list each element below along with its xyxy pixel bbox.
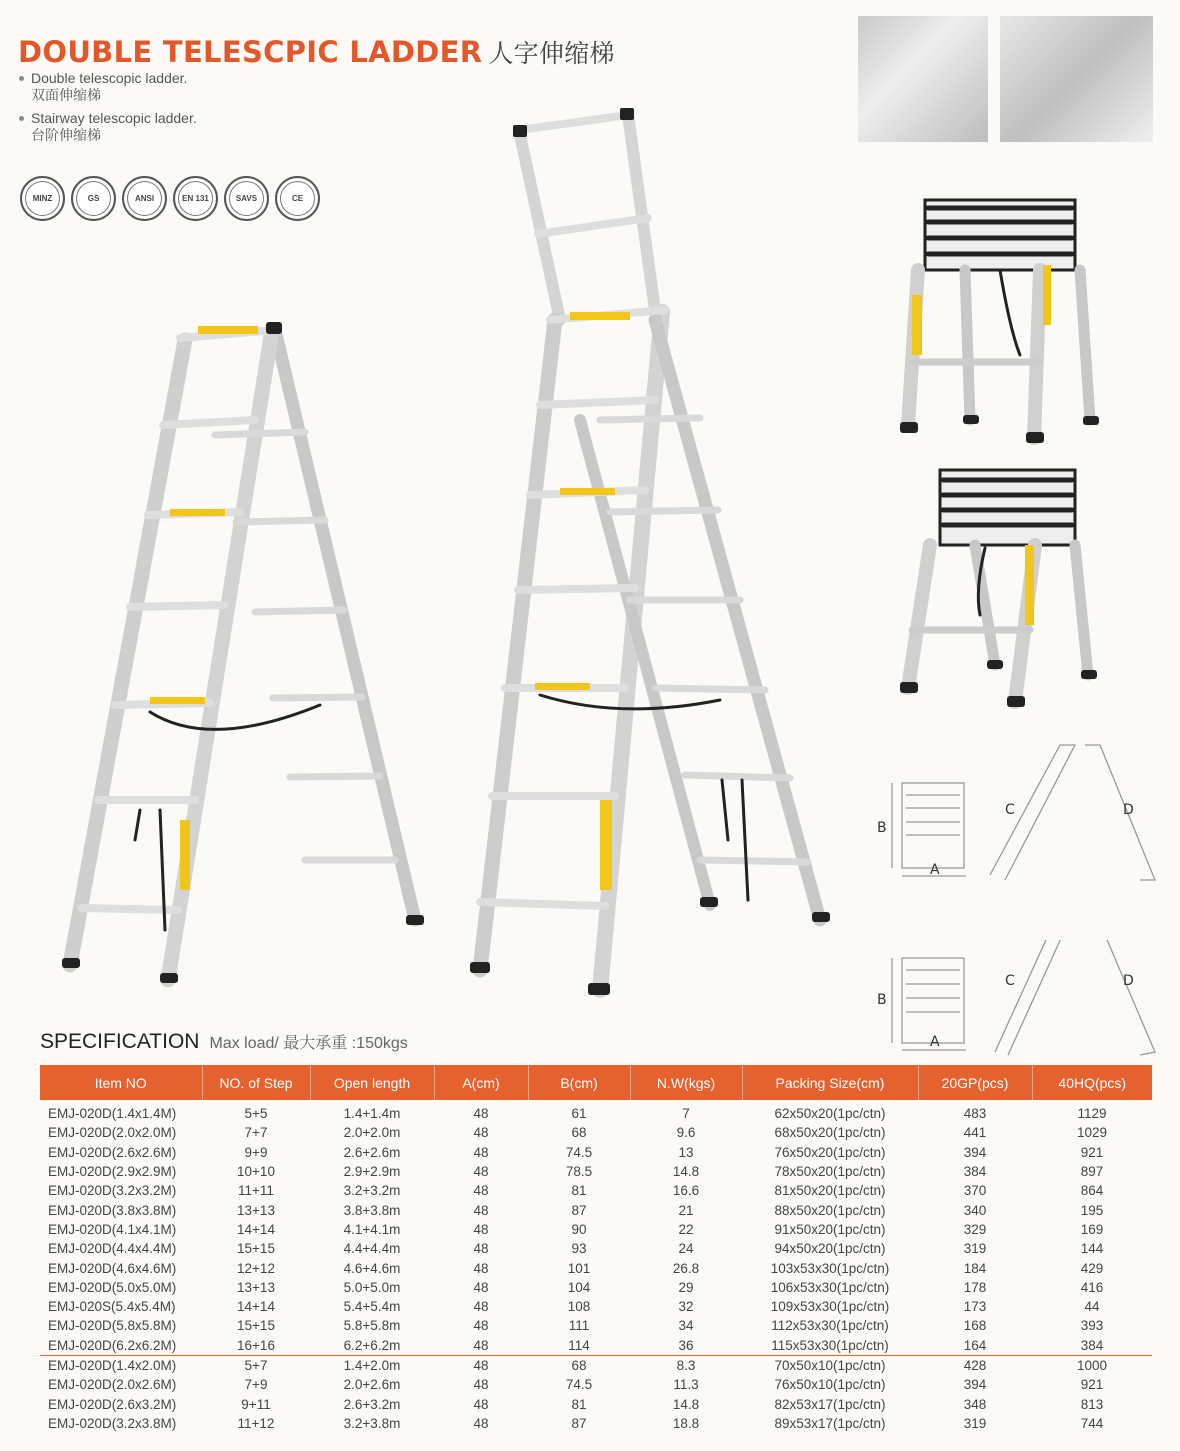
dimension-diagram-front-1 — [892, 783, 966, 876]
table-cell: 48 — [473, 1415, 489, 1431]
table-cell: 13+13 — [237, 1279, 275, 1295]
folded-double-ladder-image — [900, 200, 1099, 443]
table-cell: 370 — [963, 1183, 987, 1199]
col-header: 40HQ(pcs) — [1032, 1065, 1152, 1100]
table-row — [40, 1100, 1152, 1123]
table-cell: 11+12 — [237, 1415, 275, 1431]
table-cell: 111 — [568, 1318, 590, 1334]
table-cell: 1.4+2.0m — [310, 1355, 434, 1375]
table-cell: 48 — [473, 1279, 489, 1295]
table-cell: 5.0+5.0m — [343, 1279, 401, 1295]
table-row — [40, 1336, 1152, 1356]
table-cell: 68x50x20(1pc/ctn) — [774, 1125, 886, 1141]
table-cell: 168 — [963, 1318, 987, 1334]
table-cell: 2.9+2.9m — [343, 1164, 401, 1180]
table-cell: 48 — [473, 1183, 489, 1199]
table-cell: 81x50x20(1pc/ctn) — [774, 1183, 886, 1199]
table-cell: 5.4+5.4m — [343, 1299, 401, 1315]
table-cell: 103x53x30(1pc/ctn) — [770, 1260, 890, 1276]
spec-title: SPECIFICATION — [40, 1030, 200, 1053]
dim-label-d: D — [1123, 802, 1134, 818]
table-row — [40, 1181, 1152, 1200]
table-cell: 48 — [473, 1202, 489, 1218]
table-cell: 112x53x30(1pc/ctn) — [771, 1318, 889, 1334]
folded-stairway-ladder-image — [900, 470, 1097, 707]
table-cell: 921 — [1080, 1144, 1104, 1160]
table-cell: 81 — [571, 1396, 587, 1412]
table-cell: 1000 — [1032, 1355, 1152, 1375]
table-cell: 78x50x20(1pc/ctn) — [774, 1164, 886, 1180]
table-cell: EMJ-020S(5.4x5.4M) — [48, 1299, 176, 1315]
table-cell: EMJ-020D(5.0x5.0M) — [48, 1279, 177, 1295]
table-cell: 9.6 — [676, 1125, 696, 1141]
table-cell: 329 — [963, 1221, 987, 1237]
table-cell: 9+11 — [241, 1396, 271, 1412]
minz-badge-icon: MINZ — [20, 176, 65, 221]
dim-label-c: C — [1005, 973, 1015, 989]
title-cn: 人字伸缩梯 — [488, 39, 615, 68]
dimension-diagram-front-2 — [892, 958, 966, 1050]
table-row — [40, 1143, 1152, 1162]
table-cell: 94x50x20(1pc/ctn) — [774, 1241, 886, 1257]
table-cell: 108 — [567, 1299, 591, 1315]
double-ladder-image — [62, 322, 424, 983]
table-cell: 14+14 — [237, 1299, 275, 1315]
table-cell: 48 — [473, 1396, 489, 1412]
spec-heading — [40, 1030, 408, 1054]
table-cell: 44 — [1084, 1299, 1100, 1315]
table-cell: 164 — [963, 1337, 987, 1353]
table-cell: 89x53x17(1pc/ctn) — [774, 1415, 886, 1431]
table-cell: 384 — [1080, 1337, 1104, 1353]
table-cell: EMJ-020D(2.9x2.9M) — [48, 1164, 177, 1180]
table-cell: 4.4+4.4m — [343, 1241, 401, 1257]
table-cell: 101 — [567, 1260, 591, 1276]
table-cell: EMJ-020D(3.2x3.8M) — [48, 1415, 177, 1431]
table-header-row — [40, 1065, 1152, 1100]
table-cell: 34 — [678, 1318, 694, 1334]
dim-label-b: B — [877, 992, 887, 1008]
table-cell: EMJ-020D(2.0x2.0M) — [48, 1125, 177, 1141]
table-cell: 11.3 — [673, 1377, 699, 1393]
table-cell: 3.8+3.8m — [343, 1202, 401, 1218]
table-cell: 441 — [963, 1125, 987, 1141]
table-cell: 11+11 — [238, 1183, 274, 1199]
table-cell: 384 — [963, 1164, 987, 1180]
table-cell: 429 — [1080, 1260, 1104, 1276]
table-cell: EMJ-020D(1.4x1.4M) — [48, 1106, 177, 1122]
table-cell: 115x53x30(1pc/ctn) — [771, 1337, 889, 1353]
table-cell: 48 — [473, 1221, 489, 1237]
table-cell: 32 — [678, 1299, 694, 1315]
table-cell: 416 — [1080, 1279, 1104, 1295]
table-cell: 61 — [571, 1106, 587, 1122]
table-cell: 106x53x30(1pc/ctn) — [770, 1279, 890, 1295]
table-cell: 22 — [678, 1221, 694, 1237]
table-row — [40, 1355, 1152, 1375]
table-cell: 48 — [473, 1164, 489, 1180]
table-cell: 48 — [473, 1125, 489, 1141]
table-cell: 813 — [1080, 1396, 1104, 1412]
table-cell: 5+7 — [202, 1355, 310, 1375]
max-load-note: Max load/ 最大承重 :150kgs — [209, 1035, 408, 1052]
table-cell: 48 — [473, 1106, 489, 1122]
table-cell: 2.0+2.6m — [343, 1377, 401, 1393]
table-cell: EMJ-020D(2.0x2.6M) — [48, 1377, 177, 1393]
table-cell: 68 — [571, 1125, 587, 1141]
table-cell: 319 — [963, 1241, 987, 1257]
table-cell: 13 — [678, 1144, 694, 1160]
col-header: Packing Size(cm) — [742, 1065, 918, 1100]
table-cell: 74.5 — [565, 1377, 593, 1393]
table-cell: 1.4+1.4m — [343, 1106, 401, 1122]
table-cell: 9+9 — [244, 1144, 268, 1160]
table-cell: 18.8 — [672, 1415, 700, 1431]
table-cell: 26.8 — [672, 1260, 700, 1276]
table-row — [40, 1278, 1152, 1297]
table-cell: EMJ-020D(1.4x2.0M) — [40, 1355, 202, 1375]
table-cell: 340 — [963, 1202, 987, 1218]
table-cell: 48 — [473, 1337, 489, 1353]
table-cell: 4.6+4.6m — [343, 1260, 401, 1276]
col-header: NO. of Step — [202, 1065, 310, 1100]
table-cell: 48 — [473, 1144, 489, 1160]
table-cell: 13+13 — [237, 1202, 275, 1218]
table-cell: 6.2+6.2m — [343, 1337, 401, 1353]
table-cell: 29 — [678, 1279, 694, 1295]
table-cell: 2.6+3.2m — [343, 1396, 401, 1412]
table-cell: 14.8 — [672, 1164, 700, 1180]
table-cell: 48 — [473, 1318, 489, 1334]
table-cell: 2.6+2.6m — [343, 1144, 401, 1160]
table-cell: 10+10 — [237, 1164, 275, 1180]
table-cell: 114 — [568, 1337, 590, 1353]
table-cell: EMJ-020D(4.1x4.1M) — [48, 1221, 177, 1237]
table-cell: EMJ-020D(4.6x4.6M) — [48, 1260, 177, 1276]
dimension-diagram-side-2 — [995, 940, 1155, 1055]
table-cell: 78.5 — [565, 1164, 593, 1180]
table-cell: EMJ-020D(2.6x2.6M) — [48, 1144, 177, 1160]
table-cell: 70x50x10(1pc/ctn) — [742, 1355, 918, 1375]
table-cell: 21 — [678, 1202, 694, 1218]
table-cell: 348 — [963, 1396, 987, 1412]
dim-label-c: C — [1005, 802, 1015, 818]
table-cell: 12+12 — [237, 1260, 275, 1276]
table-cell: 195 — [1080, 1202, 1104, 1218]
dim-label-b: B — [877, 820, 887, 836]
table-row — [40, 1394, 1152, 1413]
savs-badge-icon: SAVS — [224, 176, 269, 221]
table-cell: EMJ-020D(2.6x3.2M) — [48, 1396, 177, 1412]
table-cell: 1129 — [1077, 1106, 1107, 1122]
table-cell: EMJ-020D(3.8x3.8M) — [48, 1202, 177, 1218]
table-cell: 36 — [678, 1337, 694, 1353]
feature-cn: 双面伸缩梯 — [31, 87, 101, 103]
table-cell: 14.8 — [672, 1396, 700, 1412]
table-cell: 16.6 — [672, 1183, 700, 1199]
table-cell: 8.3 — [630, 1355, 742, 1375]
table-cell: 68 — [528, 1355, 630, 1375]
table-cell: 15+15 — [237, 1318, 275, 1334]
table-cell: 62x50x20(1pc/ctn) — [774, 1106, 886, 1122]
ansi-badge-icon: ANSI — [122, 176, 167, 221]
table-cell: 14+14 — [237, 1221, 275, 1237]
table-cell: 1029 — [1076, 1125, 1108, 1141]
table-row — [40, 1200, 1152, 1219]
table-cell: 173 — [963, 1299, 987, 1315]
table-cell: 15+15 — [237, 1241, 275, 1257]
table-cell: 144 — [1080, 1241, 1104, 1257]
table-cell: 24 — [678, 1241, 694, 1257]
col-header: A(cm) — [434, 1065, 528, 1100]
table-cell: EMJ-020D(4.4x4.4M) — [48, 1241, 177, 1257]
table-cell: EMJ-020D(6.2x6.2M) — [48, 1337, 177, 1353]
table-cell: 178 — [963, 1279, 987, 1295]
table-cell: 48 — [473, 1377, 489, 1393]
stairway-ladder-image — [470, 108, 830, 995]
en131-badge-icon: EN 131 — [173, 176, 218, 221]
table-row — [40, 1414, 1152, 1433]
dim-label-d: D — [1123, 973, 1134, 989]
table-cell: EMJ-020D(5.8x5.8M) — [48, 1318, 177, 1334]
table-cell: 74.5 — [565, 1144, 593, 1160]
title-en: DOUBLE TELESCPIC LADDER — [18, 35, 483, 69]
table-cell: 319 — [963, 1415, 987, 1431]
table-cell: 744 — [1080, 1415, 1104, 1431]
table-cell: 864 — [1080, 1183, 1104, 1199]
table-cell: 428 — [918, 1355, 1032, 1375]
table-cell: 5+5 — [244, 1106, 268, 1122]
spec-table-body — [40, 1100, 1152, 1433]
table-cell: 48 — [434, 1355, 528, 1375]
table-cell: 48 — [473, 1241, 489, 1257]
table-cell: 7+9 — [244, 1377, 268, 1393]
table-cell: 87 — [571, 1415, 587, 1431]
table-row — [40, 1239, 1152, 1258]
table-cell: 3.2+3.2m — [343, 1183, 401, 1199]
col-header: 20GP(pcs) — [918, 1065, 1032, 1100]
table-cell: 394 — [963, 1144, 987, 1160]
table-cell: 76x50x10(1pc/ctn) — [774, 1377, 886, 1393]
table-cell: EMJ-020D(3.2x3.2M) — [48, 1183, 177, 1199]
gs-badge-icon: GS — [71, 176, 116, 221]
table-cell: 3.2+3.8m — [343, 1415, 401, 1431]
table-cell: 16+16 — [237, 1337, 275, 1353]
table-cell: 4.1+4.1m — [343, 1221, 401, 1237]
table-cell: 76x50x20(1pc/ctn) — [774, 1144, 886, 1160]
table-cell: 90 — [571, 1221, 587, 1237]
table-cell: 394 — [963, 1377, 987, 1393]
spec-table — [40, 1065, 1152, 1433]
feature-en: Stairway telescopic ladder. — [31, 110, 197, 126]
col-header: B(cm) — [528, 1065, 630, 1100]
table-cell: 2.0+2.0m — [343, 1125, 401, 1141]
table-cell: 5.8+5.8m — [343, 1318, 401, 1334]
table-row — [40, 1258, 1152, 1277]
table-cell: 109x53x30(1pc/ctn) — [770, 1299, 890, 1315]
col-header: Open length — [310, 1065, 434, 1100]
table-row — [40, 1220, 1152, 1239]
table-cell: 169 — [1080, 1221, 1104, 1237]
table-cell: 48 — [473, 1260, 489, 1276]
table-cell: 87 — [571, 1202, 587, 1218]
table-row — [40, 1123, 1152, 1142]
table-cell: 93 — [571, 1241, 587, 1257]
table-cell: 88x50x20(1pc/ctn) — [774, 1202, 886, 1218]
table-row — [40, 1316, 1152, 1335]
col-header: Item NO — [40, 1065, 202, 1100]
table-row — [40, 1297, 1152, 1316]
table-cell: 7 — [682, 1106, 690, 1122]
table-cell: 81 — [571, 1183, 587, 1199]
table-cell: 82x53x17(1pc/ctn) — [774, 1396, 886, 1412]
table-row — [40, 1162, 1152, 1181]
table-cell: 184 — [963, 1260, 987, 1276]
table-cell: 104 — [567, 1279, 591, 1295]
feature-cn: 台阶伸缩梯 — [31, 127, 101, 143]
table-cell: 483 — [963, 1106, 987, 1122]
ce-badge-icon: CE — [275, 176, 320, 221]
table-cell: 7+7 — [244, 1125, 268, 1141]
table-row — [40, 1375, 1152, 1394]
table-cell: 48 — [473, 1299, 489, 1315]
dim-label-a: A — [930, 1034, 940, 1050]
table-cell: 897 — [1080, 1164, 1104, 1180]
feature-en: Double telescopic ladder. — [31, 70, 188, 86]
dim-label-a: A — [930, 862, 940, 878]
table-cell: 393 — [1080, 1318, 1104, 1334]
col-header: N.W(kgs) — [630, 1065, 742, 1100]
table-cell: 921 — [1080, 1377, 1104, 1393]
table-cell: 91x50x20(1pc/ctn) — [774, 1221, 886, 1237]
